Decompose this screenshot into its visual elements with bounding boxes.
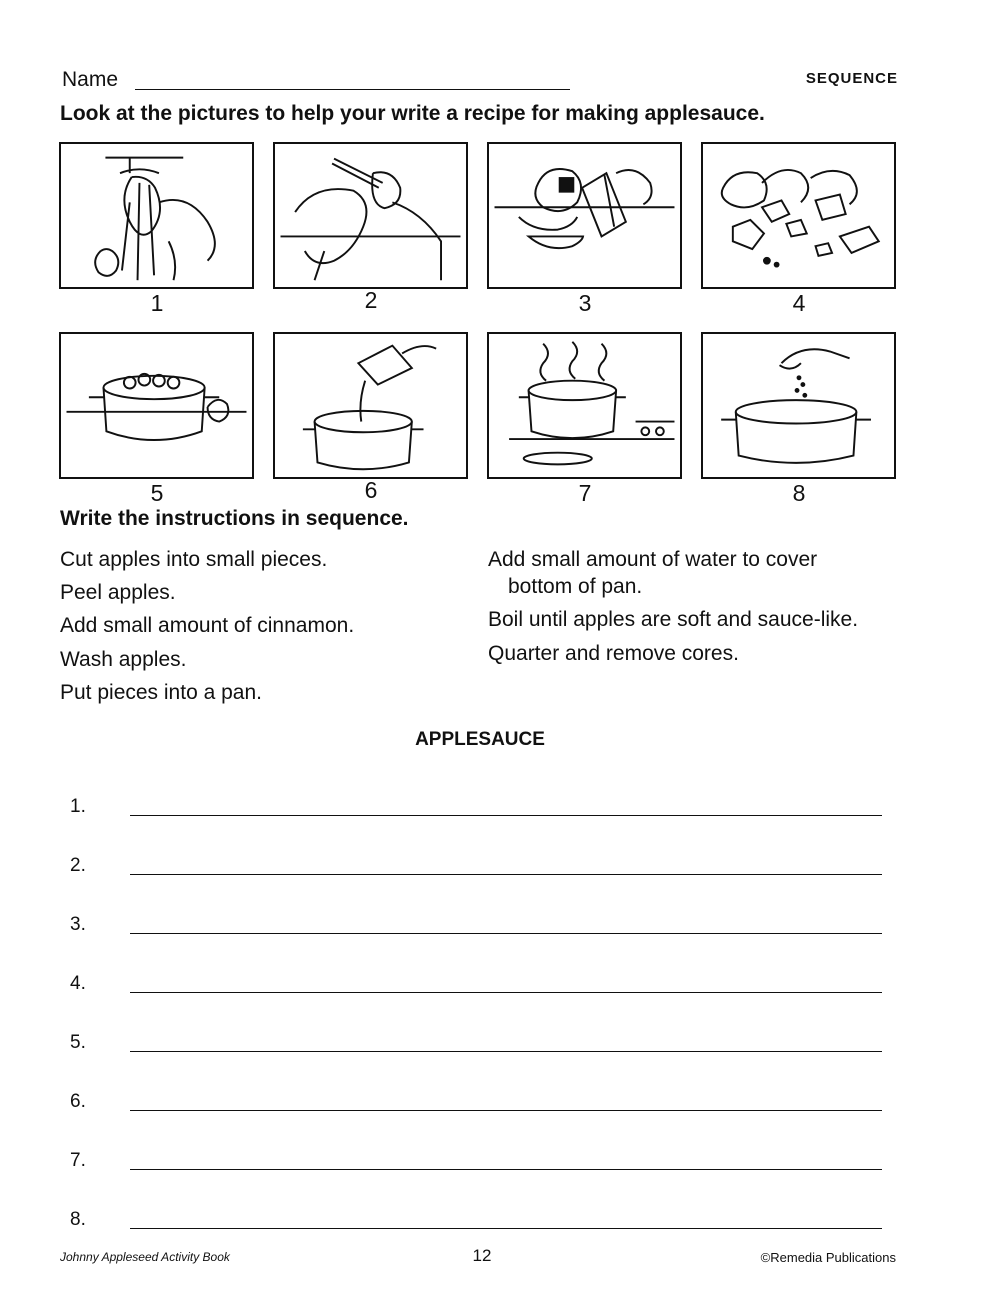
section-tag: SEQUENCE — [805, 70, 898, 87]
step-option: Add small amount of cinnamon. — [60, 614, 355, 637]
answer-line[interactable] — [130, 1110, 882, 1111]
boiling-pot-icon — [487, 332, 682, 479]
step-option-continued: bottom of pan. — [508, 575, 643, 598]
page-number: 12 — [472, 1246, 492, 1265]
panel-number: 7 — [578, 480, 592, 506]
line-number: 6. — [70, 1091, 86, 1112]
recipe-title: APPLESAUCE — [415, 729, 545, 750]
book-title: Johnny Appleseed Activity Book — [60, 1250, 230, 1264]
panel-number: 2 — [364, 287, 378, 313]
sprinkling-cinnamon-icon — [701, 332, 896, 479]
name-label: Name — [62, 68, 119, 91]
pot-with-apples-icon — [59, 332, 254, 479]
answer-line[interactable] — [130, 874, 882, 875]
apple-pieces-icon — [701, 142, 896, 289]
peeling-apple-icon — [273, 142, 468, 289]
line-number: 5. — [70, 1032, 86, 1053]
panel-number: 6 — [364, 477, 378, 503]
instruction-heading: Look at the pictures to help your write a recipe for making applesauce. — [60, 102, 765, 125]
line-number: 1. — [70, 796, 86, 817]
line-number: 4. — [70, 973, 86, 994]
panel-number: 1 — [150, 290, 164, 316]
answer-line[interactable] — [130, 1051, 882, 1052]
step-option: Boil until apples are soft and sauce-like. — [488, 608, 859, 631]
step-option: Put pieces into a pan. — [60, 681, 262, 704]
publisher-credit: ©Remedia Publications — [760, 1250, 896, 1265]
answer-line[interactable] — [130, 1228, 882, 1229]
pouring-water-icon — [273, 332, 468, 479]
name-input-line[interactable] — [135, 89, 570, 90]
step-option: Add small amount of water to cover — [488, 548, 818, 571]
quartered-apples-icon — [487, 142, 682, 289]
answer-line[interactable] — [130, 815, 882, 816]
answer-line[interactable] — [130, 1169, 882, 1170]
answer-line[interactable] — [130, 933, 882, 934]
panel-number: 5 — [150, 480, 164, 506]
panel-number: 4 — [792, 290, 806, 316]
subheading: Write the instructions in sequence. — [60, 507, 409, 530]
washing-apples-icon — [59, 142, 254, 289]
line-number: 7. — [70, 1150, 86, 1171]
line-number: 8. — [70, 1209, 86, 1230]
step-option: Wash apples. — [60, 648, 187, 671]
line-number: 2. — [70, 855, 86, 876]
panel-number: 8 — [792, 480, 806, 506]
line-number: 3. — [70, 914, 86, 935]
step-option: Cut apples into small pieces. — [60, 548, 328, 571]
answer-line[interactable] — [130, 992, 882, 993]
step-option: Quarter and remove cores. — [488, 642, 739, 665]
panel-number: 3 — [578, 290, 592, 316]
step-option: Peel apples. — [60, 581, 176, 604]
